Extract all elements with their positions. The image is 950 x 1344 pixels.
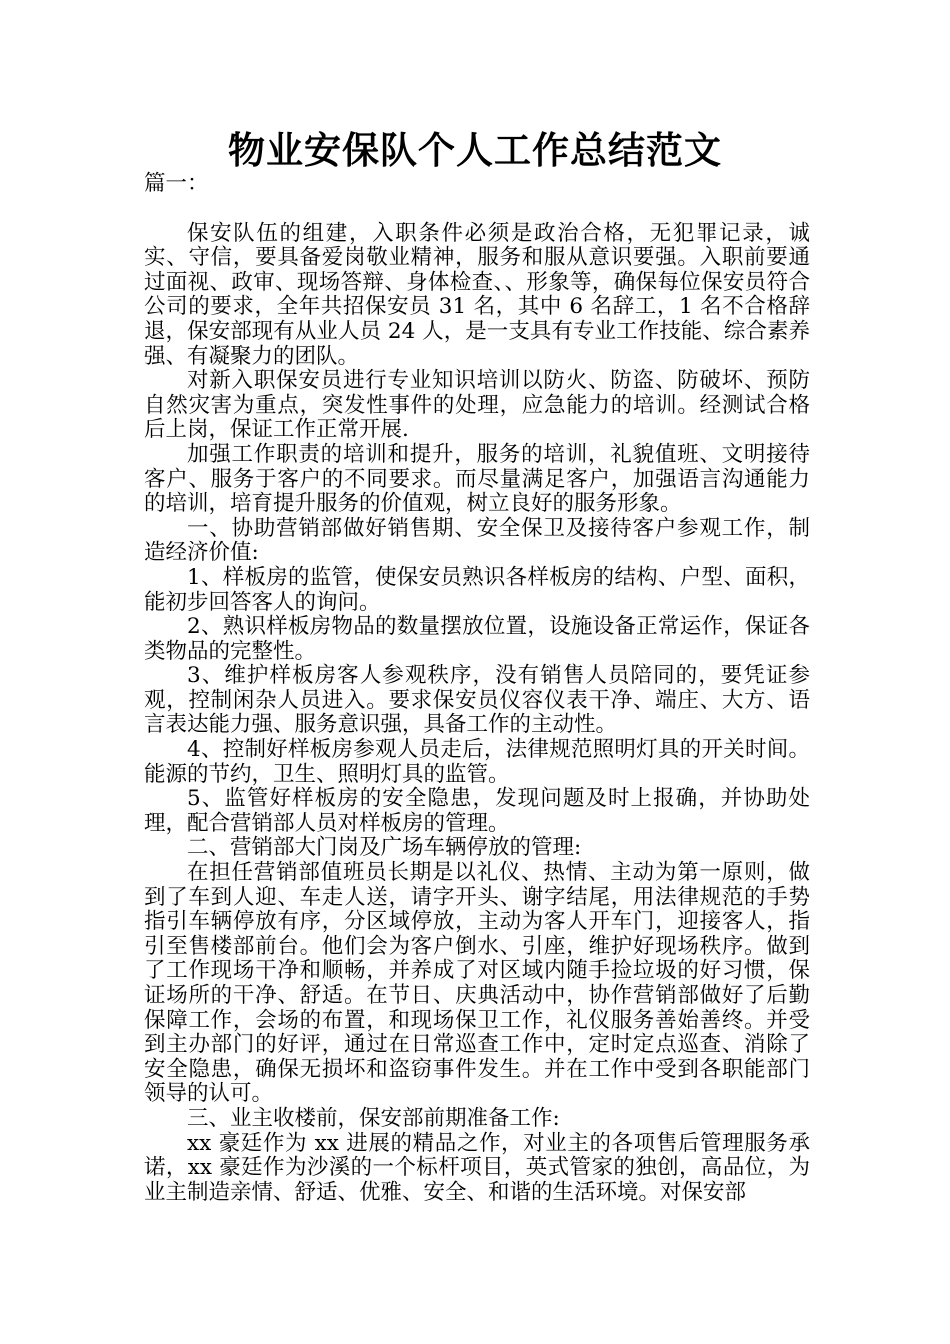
paragraph-5: xx 豪廷作为 xx 进展的精品之作，对业主的各项售后管理服务承诺，xx 豪廷作为沙溪的一个标杆项目，英式管家的独创，高品位，为业主制造亲情、舒适、优雅、安全、和谐的生活环境。对保安部 — [144, 1130, 810, 1205]
list-item-1: 1、样板房的监管，使保安员熟识各样板房的结构、户型、面积，能初步回答客人的询问。 — [144, 564, 810, 615]
document-body — [144, 172, 810, 1205]
section-label: 篇一： — [144, 171, 209, 196]
paragraph-1: 保安队伍的组建，入职条件必须是政治合格，无犯罪记录，诚实、守信，要具备爱岗敬业精神，服务和服从意识要强。入职前要通过面视、政审、现场答辩、身体检查、、形象等，确保每位保安员符合公司的要求，全年共招保安员 31 名，其中 6 名辞工，1 名不合格辞退，保安部现有从业人员 24 人，是一支具有专业工作技能、综合素养强、有凝聚力的团队。 — [144, 220, 810, 369]
paragraph-3: 加强工作职责的培训和提升，服务的培训，礼貌值班、文明接待客户、服务于客户的不同要求。而尽量满足客户，加强语言沟通能力的培训，培育提升服务的价值观，树立良好的服务形象。 — [144, 441, 810, 517]
list-item-4: 4、控制好样板房参观人员走后，法律规范照明灯具的开关时间。能源的节约，卫生、照明灯具的监管。 — [144, 737, 810, 787]
list-item-5: 5、监管好样板房的安全隐患，发现问题及时上报确，并协助处理，配合营销部人员对样板房的管理。 — [144, 786, 810, 836]
heading-section-3: 三、业主收楼前，保安部前期准备工作: — [187, 1105, 560, 1131]
heading-section-2: 二、营销部大门岗及广场车辆停放的管理: — [187, 835, 582, 861]
heading-section-1: 一、协助营销部做好销售期、安全保卫及接待客户参观工作，制造经济价值: — [144, 515, 810, 566]
list-item-3: 3、维护样板房客人参观秩序，没有销售人员陪同的，要凭证参观，控制闲杂人员进入。要求保安员仪容仪表干净、端庄、大方、语言表达能力强、服务意识强，具备工作的主动性。 — [144, 663, 810, 738]
list-item-2: 2、熟识样板房物品的数量摆放位置，设施设备正常运作，保证各类物品的完整性。 — [144, 614, 810, 664]
paragraph-2: 对新入职保安员进行专业知识培训以防火、防盗、防破坏、预防自然灾害为重点，突发性事件的处理，应急能力的培训。经测试合格后上岗，保证工作正常开展. — [144, 368, 810, 443]
paragraph-4: 在担任营销部值班员长期是以礼仪、热情、主动为第一原则，做到了车到人迎、车走人送，请字开头、谢字结尾，用法律规范的手势指引车辆停放有序，分区域停放，主动为客人开车门，迎接客人，指引至售楼部前台。他们会为客户倒水、引座，维护好现场秩序。做到了工作现场干净和顺畅，并养成了对区域内随手捡垃圾的好习惯，保证场所的干净、舒适。在节日、庆典活动中，协作营销部做好了后勤保障工作，会场的布置，和现场保卫工作，礼仪服务善始善终。并受到主办部门的好评，通过在日常巡查工作中，定时定点巡查、消除了安全隐患，确保无损坏和盗窃事件发生。并在工作中受到各职能部门领导的认可。 — [144, 860, 810, 1107]
page-title: 物业安保队个人工作总结范文 — [228, 129, 722, 172]
